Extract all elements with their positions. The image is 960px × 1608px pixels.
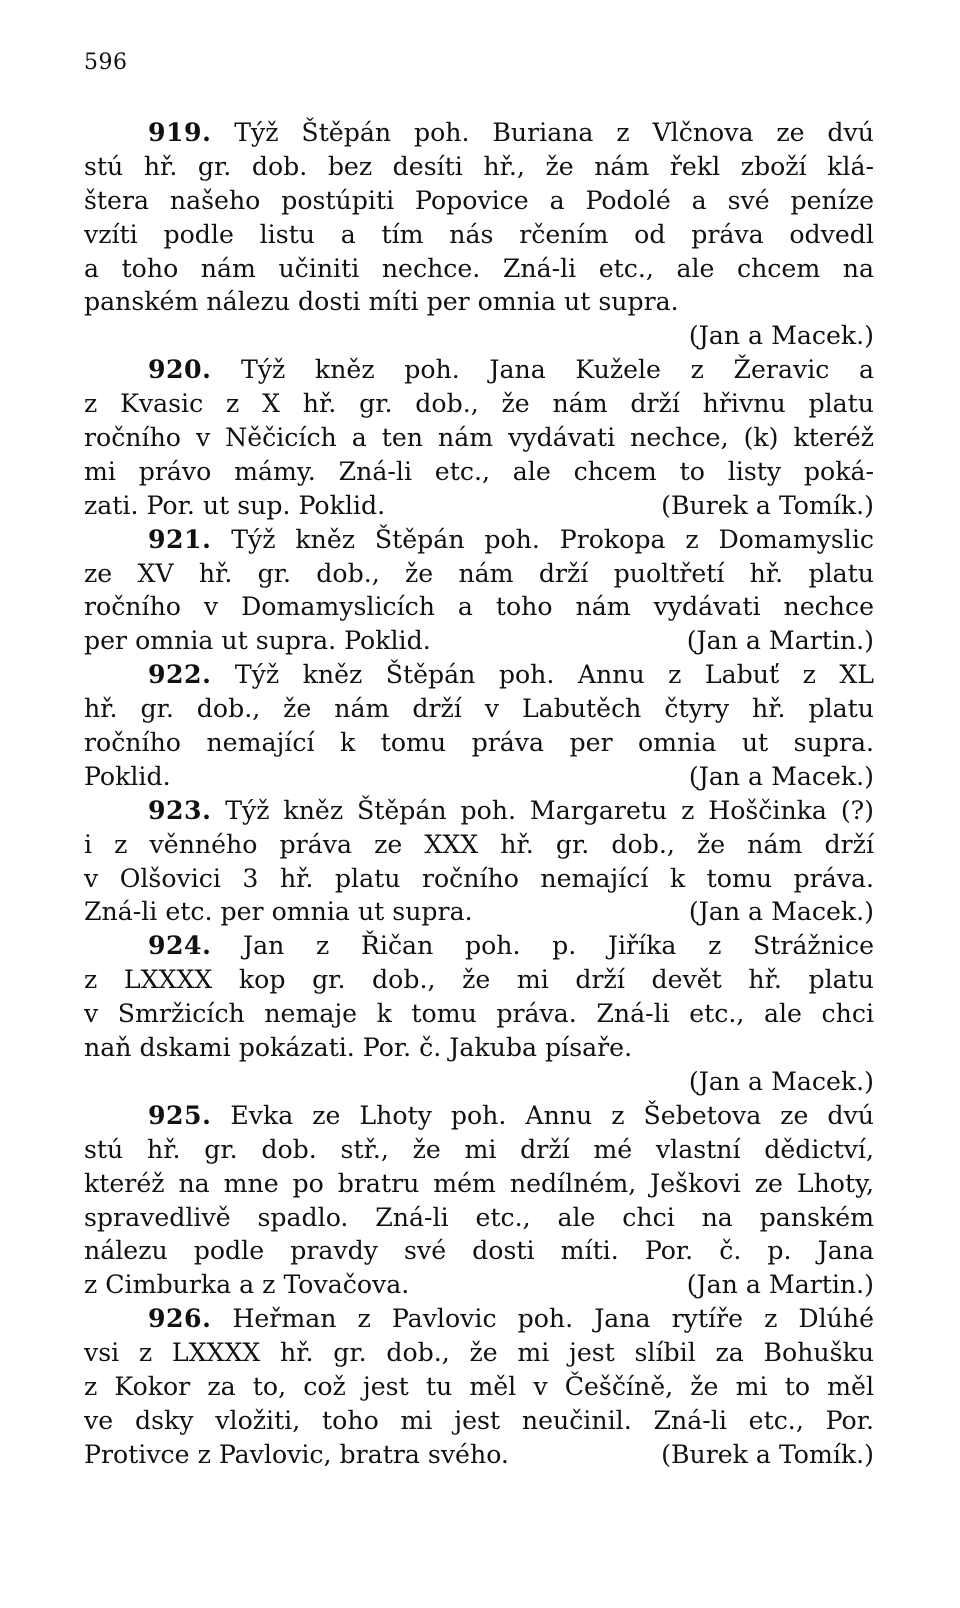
text-line: štera našeho postúpiti Popovice a Podolé a své peníze	[84, 185, 874, 215]
text-line: ze XV hř. gr. dob., že nám drží puoltřetí hř. platu	[84, 558, 874, 588]
page-number: 596	[84, 50, 128, 75]
text-line: 924. Jan z Řičan poh. p. Jiříka z Strážnice	[148, 930, 874, 961]
text-line: Protivce z Pavlovic, bratra svého. (Burek a Tomík.)	[84, 1438, 874, 1472]
text-line: ročního v Domamyslicích a toho nám vydávati nechce	[84, 592, 874, 622]
text-line: ve dsky vložiti, toho mi jest neučinil. Zná-li etc., Por.	[84, 1405, 874, 1435]
signature: (Burek a Tomík.)	[661, 1439, 874, 1469]
signature: (Jan a Martin.)	[686, 626, 874, 656]
entry-number: 924.	[148, 930, 212, 961]
text-line: z Kvasic z X hř. gr. dob., že nám drží hřivnu platu	[84, 389, 874, 419]
entry-number: 925.	[148, 1099, 212, 1130]
text-line: panském nálezu dosti míti per omnia ut supra.	[84, 287, 679, 317]
text-line: ročního nemající k tomu práva per omnia ut supra.	[84, 728, 874, 758]
text-line: 920. Týž kněz poh. Jana Kužele z Žeravic a	[148, 354, 874, 385]
text-line: kteréž na mne po bratru mém nedílném, Ješkovi ze Lhoty,	[84, 1168, 874, 1198]
text-line: 926. Heřman z Pavlovic poh. Jana rytíře z Dlúhé	[148, 1303, 874, 1334]
text-line: mi právo mámy. Zná-li etc., ale chcem to listy poká-	[84, 456, 874, 486]
text-line: z Cimburka a z Tovačova. (Jan a Martin.)	[84, 1268, 874, 1302]
text-line: 922. Týž kněz Štěpán poh. Annu z Labuť z XL	[148, 659, 874, 690]
text-line: Poklid. (Jan a Macek.)	[84, 760, 874, 794]
text-line: v Olšovici 3 hř. platu ročního nemající k tomu práva.	[84, 863, 874, 893]
document-body	[84, 116, 874, 1472]
text-line: i z věnného práva ze XXX hř. gr. dob., že nám drží	[84, 829, 874, 859]
text-line: a toho nám učiniti nechce. Zná-li etc., ale chcem na	[84, 253, 874, 283]
signature: (Burek a Tomík.)	[661, 490, 874, 520]
text-line: zati. Por. ut sup. Poklid. (Burek a Tomík.)	[84, 489, 874, 523]
text-line: per omnia ut supra. Poklid. (Jan a Martin.)	[84, 624, 874, 658]
text-line: naň dskami pokázati. Por. č. Jakuba písaře.	[84, 1033, 633, 1063]
text-line: stú hř. gr. dob. bez desíti hř., že nám řekl zboží klá-	[84, 151, 874, 181]
text-line: v Smržicích nemaje k tomu práva. Zná-li etc., ale chci	[84, 999, 874, 1029]
signature: (Jan a Macek.)	[688, 897, 874, 927]
text-line: Zná-li etc. per omnia ut supra. (Jan a Macek.)	[84, 895, 874, 929]
signature: (Jan a Macek.)	[688, 1066, 874, 1096]
signature: (Jan a Macek.)	[688, 321, 874, 351]
text-line: spravedlivě spadlo. Zná-li etc., ale chci na panském	[84, 1202, 874, 1232]
text-line: 925. Evka ze Lhoty poh. Annu z Šebetova ze dvú	[148, 1099, 874, 1130]
text-line: 919. Týž Štěpán poh. Buriana z Vlčnova ze dvú	[148, 117, 874, 147]
entry-number: 919.	[148, 117, 212, 147]
text-line: 921. Týž kněz Štěpán poh. Prokopa z Domamyslic	[148, 523, 874, 554]
entry-number: 923.	[148, 794, 212, 825]
text-line: vsi z LXXXX hř. gr. dob., že mi jest slíbil za Bohušku	[84, 1338, 874, 1368]
text-line: nálezu podle pravdy své dosti míti. Por. č. p. Jana	[84, 1236, 874, 1266]
text-line: hř. gr. dob., že nám drží v Labutěch čtyry hř. platu	[84, 694, 874, 724]
text-line: 923. Týž kněz Štěpán poh. Margaretu z Hoščinka (?)	[148, 794, 874, 825]
text-line: z LXXXX kop gr. dob., že mi drží devět hř. platu	[84, 965, 874, 995]
text-line: vzíti podle listu a tím nás rčením od práva odvedl	[84, 219, 874, 249]
text-line: ročního v Něčicích a ten nám vydávati nechce, (k) kteréž	[84, 423, 874, 453]
entry-number: 920.	[148, 354, 212, 385]
signature: (Jan a Martin.)	[686, 1270, 874, 1300]
text-line: z Kokor za to, což jest tu měl v Češčíně, že mi to měl	[84, 1371, 874, 1401]
entry-number: 926.	[148, 1303, 212, 1334]
signature: (Jan a Macek.)	[688, 761, 874, 791]
entry-number: 921.	[148, 523, 212, 554]
text-line: stú hř. gr. dob. stř., že mi drží mé vlastní dědictví,	[84, 1134, 874, 1164]
entry-number: 922.	[148, 659, 212, 690]
